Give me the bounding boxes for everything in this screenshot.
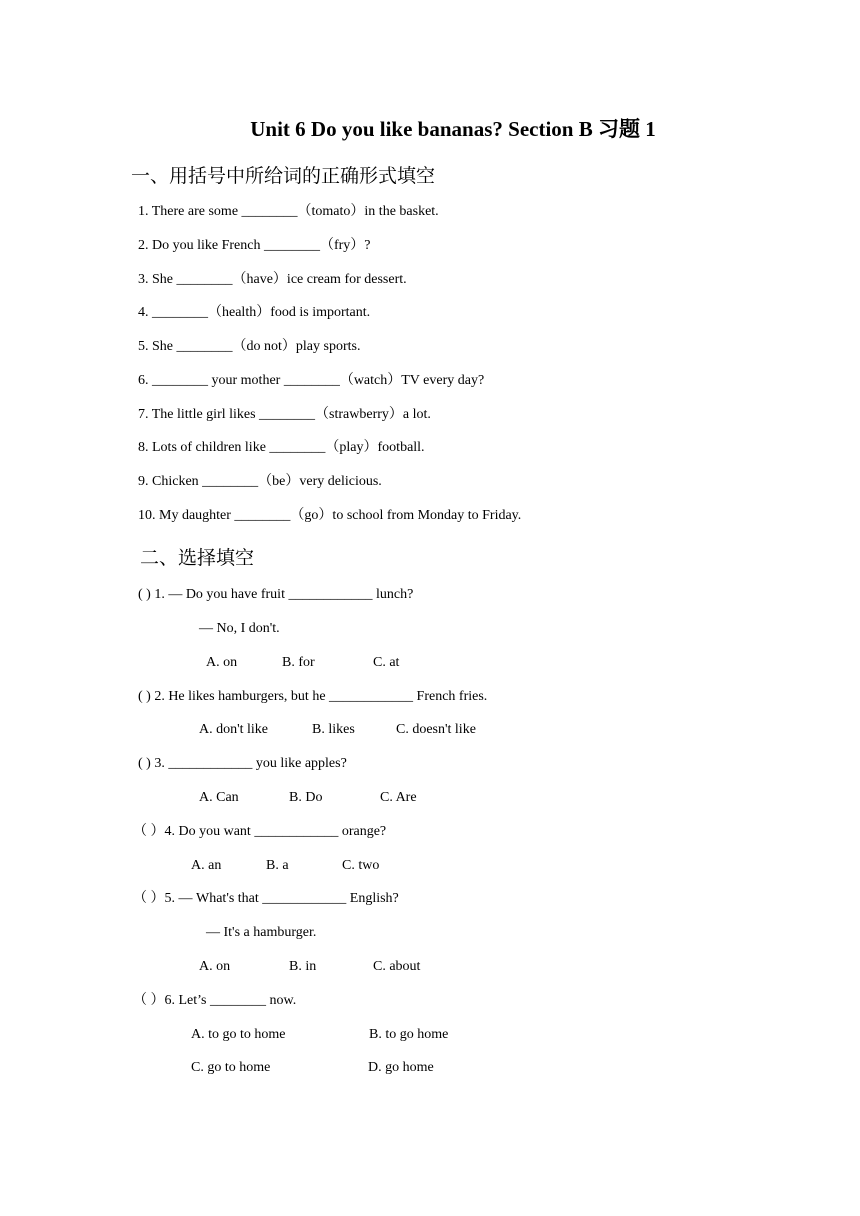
choice-question-2: ( ) 2. He likes hamburgers, but he ____________ French fries. <box>138 689 488 704</box>
option-a: A. Can <box>199 790 239 805</box>
option-a: A. on <box>206 655 238 670</box>
section-2-heading: 二、选择填空 <box>140 547 255 569</box>
choice-question-1: ( ) 1. — Do you have fruit ____________ lunch? <box>138 587 414 602</box>
choice-question-1-reply: — No, I don't. <box>199 621 280 636</box>
fill-item-2: 2. Do you like French ________（fry）? <box>138 238 371 253</box>
option-b: B. likes <box>312 722 355 737</box>
option-d: D. go home <box>368 1060 434 1075</box>
option-b: B. to go home <box>369 1027 449 1042</box>
choice-question-5: （ ）5. — What's that ____________ English? <box>133 891 399 906</box>
option-a: A. an <box>191 858 222 873</box>
fill-item-1: 1. There are some ________（tomato）in the basket. <box>138 204 439 219</box>
fill-item-5: 5. She ________（do not）play sports. <box>138 339 361 354</box>
option-b: B. a <box>266 858 289 873</box>
option-b: B. in <box>289 959 317 974</box>
worksheet-title: Unit 6 Do you like bananas? Section B 习题 1 <box>250 117 656 141</box>
choice-question-6: （ ）6. Let’s ________ now. <box>133 993 297 1008</box>
section-1-heading: 一、用括号中所给词的正确形式填空 <box>131 165 436 187</box>
fill-item-9: 9. Chicken ________（be）very delicious. <box>138 474 382 489</box>
fill-item-4: 4. ________（health）food is important. <box>138 305 371 320</box>
fill-item-10: 10. My daughter ________（go）to school from Monday to Friday. <box>138 508 522 523</box>
option-c: C. two <box>342 858 380 873</box>
choice-question-4: （ ）4. Do you want ____________ orange? <box>133 824 387 839</box>
choice-question-3: ( ) 3. ____________ you like apples? <box>138 756 347 771</box>
fill-item-6: 6. ________ your mother ________（watch）TV every day? <box>138 373 485 388</box>
option-a: A. on <box>199 959 231 974</box>
option-c: C. Are <box>380 790 417 805</box>
option-a: A. don't like <box>199 722 269 737</box>
option-b: B. Do <box>289 790 323 805</box>
option-c: C. about <box>373 959 421 974</box>
choice-question-5-reply: — It's a hamburger. <box>206 925 317 940</box>
option-c: C. doesn't like <box>396 722 476 737</box>
option-c: C. at <box>373 655 400 670</box>
option-b: B. for <box>282 655 315 670</box>
option-c: C. go to home <box>191 1060 271 1075</box>
option-a: A. to go to home <box>191 1027 286 1042</box>
fill-item-3: 3. She ________（have）ice cream for dessert. <box>138 272 407 287</box>
fill-item-8: 8. Lots of children like ________（play）football. <box>138 440 425 455</box>
fill-item-7: 7. The little girl likes ________（strawberry）a lot. <box>138 407 431 422</box>
